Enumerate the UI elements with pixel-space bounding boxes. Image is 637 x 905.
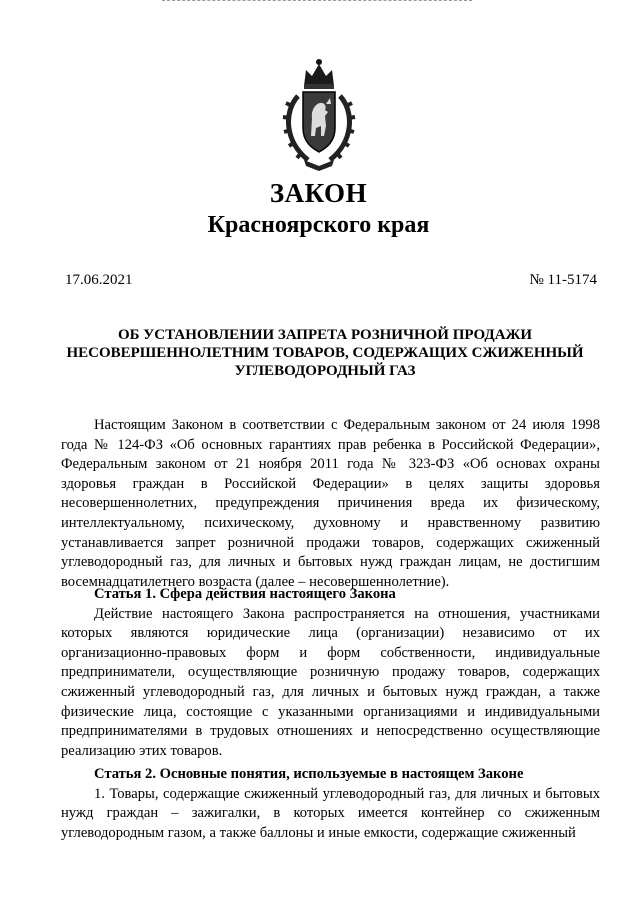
- law-heading-line: ОБ УСТАНОВЛЕНИИ ЗАПРЕТА РОЗНИЧНОЙ ПРОДАЖИ: [117, 327, 533, 343]
- document-subtitle: Красноярского края: [207, 212, 430, 238]
- document-title: ЗАКОН: [269, 178, 368, 208]
- article-1: [61, 585, 600, 761]
- article-text: Действие настоящего Закона распространяется на отношения, участниками которых являются юридические лица (организации) независимо от их организационно-правовых форм и форм собственности, индивидуальные предприниматели, осуществляющие розничную продажу товаров, содержащих сжиженный углеводородный газ, для личных и бытовых нужд граждан, а также физические лица, состоящие с указанными организациями и индивидуальными предпринимателями в трудовых отношениях и непосредственно осуществляющие реализацию этих товаров.: [61, 605, 600, 759]
- law-heading-line: НЕСОВЕРШЕННОЛЕТНИМ ТОВАРОВ, СОДЕРЖАЩИХ СЖИЖЕННЫЙ: [66, 345, 584, 361]
- article-title: Статья 1. Сфера действия настоящего Закона: [94, 586, 396, 602]
- preamble-text: Настоящим Законом в соответствии с Федеральным законом от 24 июля 1998 года № 124-ФЗ «Об основных гарантиях прав ребенка в Российской Федерации», Федеральным законом от 21 ноября 2011 года № 323-ФЗ «Об основах охраны здоровья граждан в Российской Федерации» в целях защиты здоровья несовершеннолетних, предупреждения причинения вреда их физическому, интеллектуальному, психическому, духовному и нравственному развитию устанавливается запрет розничной продажи товаров, содержащих сжиженный углеводородный газ, для личных и бытовых нужд граждан лицам, не достигшим восемнадцатилетнего возраста (далее – несовершеннолетние).: [61, 417, 600, 590]
- law-heading: [40, 326, 610, 380]
- document-date: 17.06.2021: [65, 272, 133, 288]
- article-text: 1. Товары, содержащие сжиженный углеводородный газ, для личных и бытовых нужд граждан – зажигалки, в которых имеется контейнер со сжиженным углеводородным газом, а также баллоны и иные емкости, содержащие сжиженный: [61, 785, 600, 841]
- article-2: [61, 765, 600, 843]
- law-heading-line: УГЛЕВОДОРОДНЫЙ ГАЗ: [234, 363, 416, 379]
- scan-edge-line: [162, 0, 472, 3]
- preamble: [61, 416, 600, 592]
- article-title: Статья 2. Основные понятия, используемые в настоящем Законе: [94, 766, 524, 782]
- coat-of-arms-icon: [278, 56, 360, 172]
- document-number: № 11-5174: [529, 272, 597, 288]
